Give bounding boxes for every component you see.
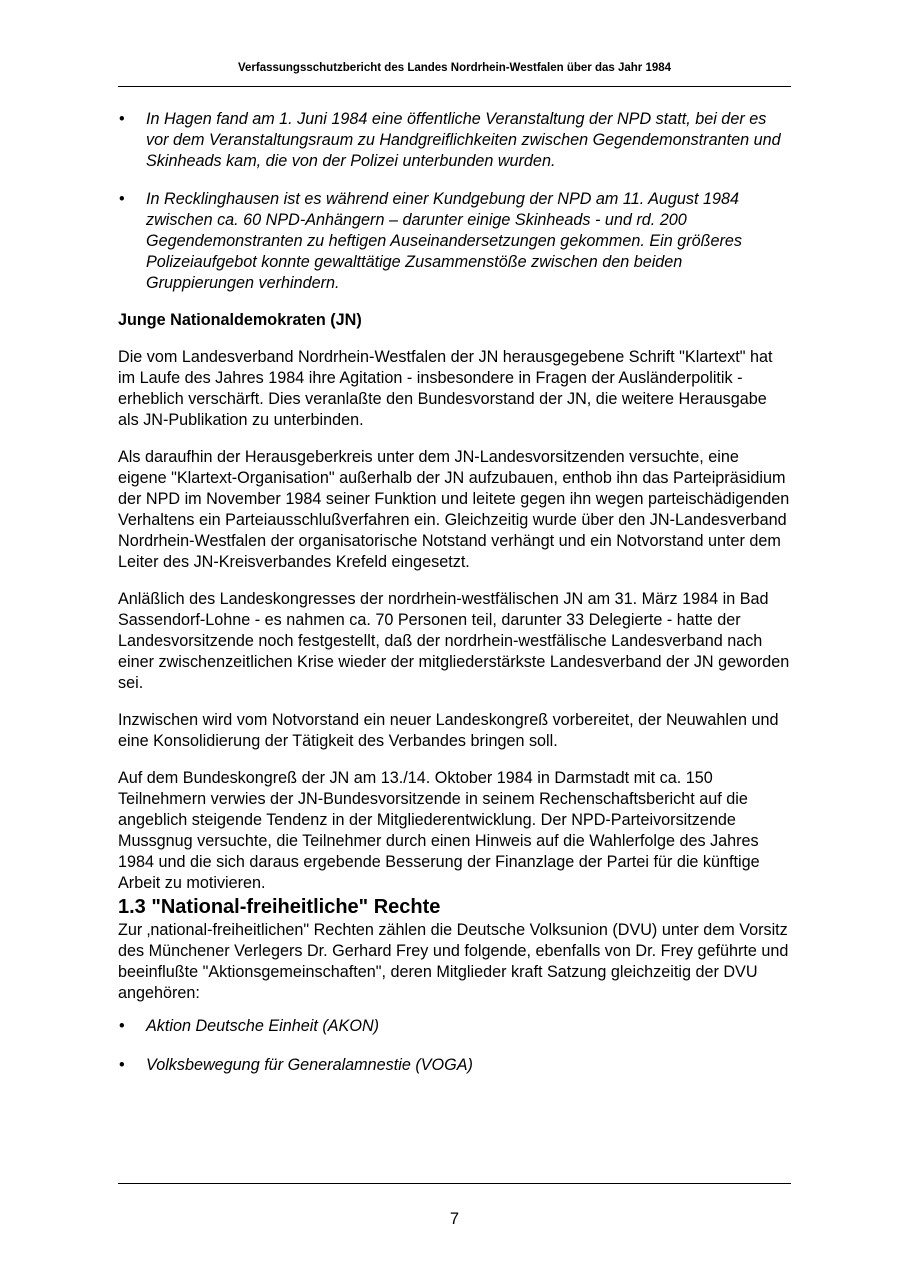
bullet-text: In Hagen fand am 1. Juni 1984 eine öffentliche Veranstaltung der NPD statt, bei der es vor dem Veranstaltungsraum zu Handgreiflichkeiten zwischen Gegendemonstranten und Skinheads kam, die von der Polizei unterbunden wurden. [146,110,781,170]
bullet-item [118,1016,790,1037]
paragraph: Die vom Landesverband Nordrhein-Westfalen der JN herausgegebene Schrift "Klartext" hat im Laufe des Jahres 1984 ihre Agitation - insbesondere in Fragen der Ausländerpolitik - erheblich verschärft. Dies veranlaßte den Bundesvorstand der JN, die weitere Herausgabe als JN-Publikation zu unterbinden. [118,348,773,429]
paragraph: Als daraufhin der Herausgeberkreis unter dem JN-Landesvorsitzenden versuchte, eine eigene "Klartext-Organisation" außerhalb der JN aufzubauen, enthob ihn das Parteipräsidium der NPD im November 1984 seiner Funktion und leitete gegen ihn wegen parteischädigenden Verhaltens ein Parteiausschlußverfahren ein. Gleichzeitig wurde über den JN-Landesverband Nordrhein-Westfalen der organisatorische Notstand verhängt und ein Notvorstand unter dem Leiter des JN-Kreisverbandes Krefeld eingesetzt. [118,448,790,571]
header-rule [118,86,791,87]
paragraph: Auf dem Bundeskongreß der JN am 13./14. Oktober 1984 in Darmstadt mit ca. 150 Teilnehmern verwies der JN-Bundesvorsitzende in seinem Rechenschaftsbericht auf die angeblich steigende Tendenz in der Mitgliederentwicklung. Der NPD-Parteivorsitzende Mussgnug versuchte, die Teilnehmer durch einen Hinweis auf die Wahlerfolge des Jahres 1984 und die sich daraus ergebende Besserung der Finanzlage der Partei für die künftige Arbeit zu motivieren. [118,769,760,892]
bullet-item [118,109,790,172]
bullet-glyph: • [119,1056,125,1074]
bullet-text: Aktion Deutsche Einheit (AKON) [146,1017,380,1035]
bullet-item [118,1055,790,1076]
paragraph: Zur ‚national-freiheitlichen" Rechten zählen die Deutsche Volksunion (DVU) unter dem Vorsitz des Münchener Verlegers Dr. Gerhard Frey und folgende, ebenfalls von Dr. Frey geführte und beeinflußte "Aktionsgemeinschaften", deren Mitglieder kraft Satzung gleichzeitig der DVU angehören: [118,921,789,1002]
footer-rule [118,1183,791,1184]
paragraph: Inzwischen wird vom Notvorstand ein neuer Landeskongreß vorbereitet, der Neuwahlen und eine Konsolidierung der Tätigkeit des Verbandes bringen soll. [118,711,779,750]
paragraph: Anläßlich des Landeskongresses der nordrhein-westfälischen JN am 31. März 1984 in Bad Sassendorf-Lohne - es nahmen ca. 70 Personen teil, darunter 33 Delegierte - hatte der Landesvorsitzende noch festgestellt, daß der nordrhein-westfälische Landesverband nach einer zwischenzeitlichen Krise wieder der mitgliederstärkste Landesverband der JN geworden sei. [118,590,790,692]
running-header: Verfassungsschutzbericht des Landes Nordrhein-Westfalen über das Jahr 1984 [237,62,672,74]
page-number: 7 [449,1210,460,1228]
bullet-text: In Recklinghausen ist es während einer Kundgebung der NPD am 11. August 1984 zwischen ca. 60 NPD-Anhängern – darunter einige Skinheads - und rd. 200 Gegendemonstranten zu heftigen Auseinandersetzungen gekommen. Ein größeres Polizeiaufgebot konnte gewalttätige Zusammenstöße zwischen den beiden Gruppierungen verhindern. [146,190,743,292]
section-heading: 1.3 "National-freiheitliche" Rechte [118,896,441,918]
bullet-glyph: • [119,110,125,128]
bullet-text: Volksbewegung für Generalamnestie (VOGA) [146,1056,473,1074]
bullet-glyph: • [119,1017,125,1035]
page-body [118,109,790,1076]
bullet-glyph: • [119,190,125,208]
section-subheading: Junge Nationaldemokraten (JN) [118,311,362,329]
bullet-item [118,189,790,294]
